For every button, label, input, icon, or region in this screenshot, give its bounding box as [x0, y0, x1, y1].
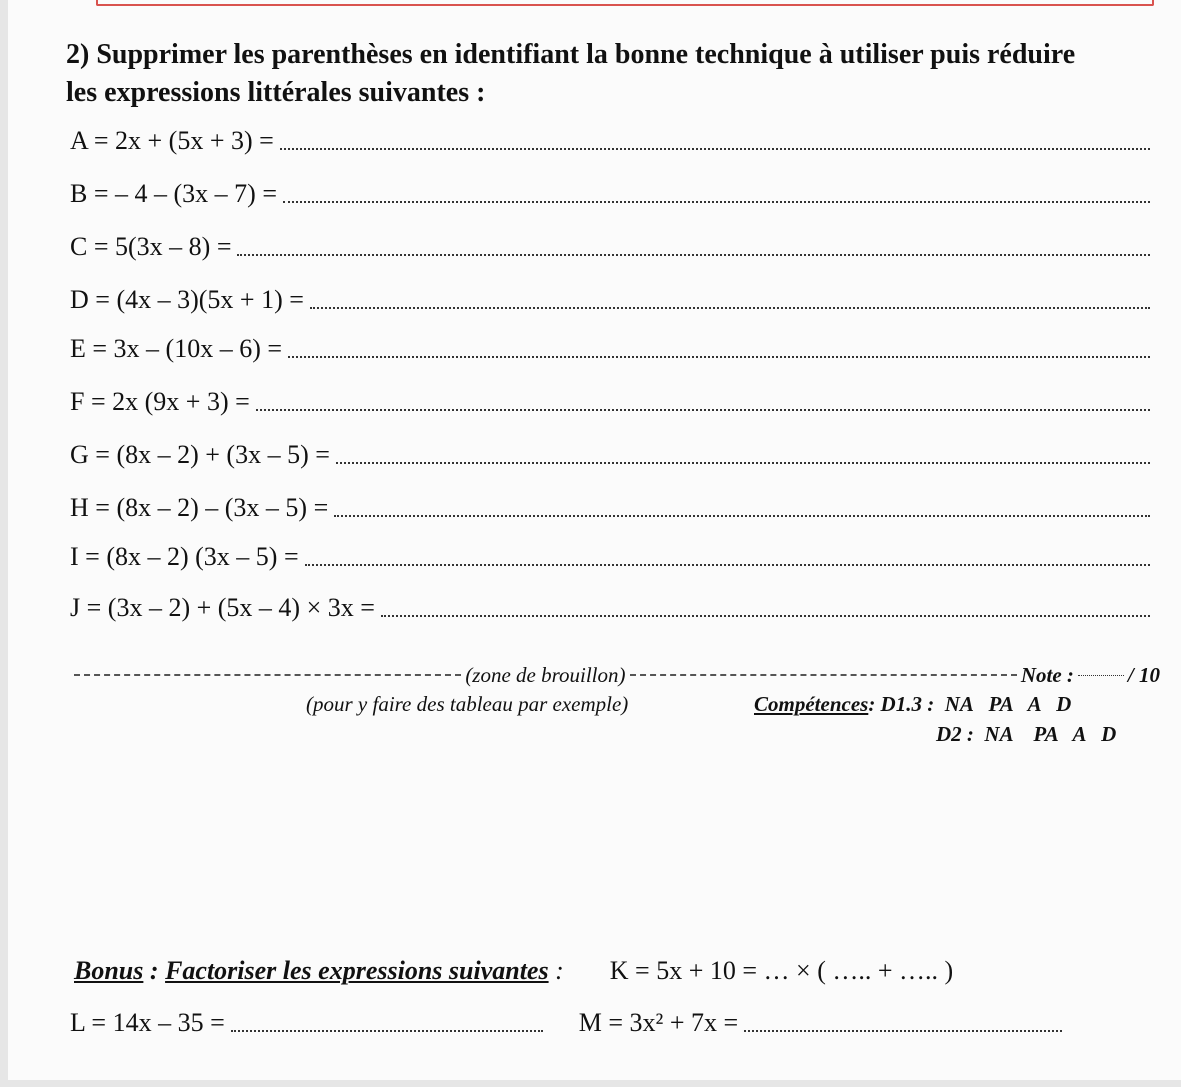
bonus-section — [74, 948, 1164, 986]
scratch-zone-label: (zone de brouillon) — [465, 662, 626, 687]
answer-line[interactable] — [256, 409, 1150, 411]
dashed-line-left — [74, 674, 461, 676]
exercise-instruction — [66, 36, 1166, 112]
expression-text: B = – 4 – (3x – 7) = — [70, 179, 277, 208]
bonus-expressions-row — [70, 1000, 1150, 1038]
expression-row-b — [70, 175, 1150, 209]
expression-row-g — [70, 436, 1150, 470]
note-score-blank[interactable] — [1078, 675, 1124, 676]
expression-text: E = 3x – (10x – 6) = — [70, 334, 283, 363]
answer-line[interactable] — [381, 615, 1150, 617]
answer-line-m[interactable] — [744, 1030, 1062, 1032]
bonus-expression-k: K = 5x + 10 = … × ( ….. + ….. ) — [609, 956, 954, 985]
answer-line[interactable] — [283, 201, 1150, 203]
answer-line[interactable] — [310, 307, 1150, 309]
answer-line[interactable] — [237, 254, 1150, 256]
bonus-colon: : — [143, 956, 166, 985]
bonus-colon-end: : — [548, 956, 564, 985]
bonus-label: Bonus — [74, 956, 144, 985]
answer-line[interactable] — [305, 564, 1150, 566]
bonus-expression-l: L = 14x – 35 = — [70, 1008, 225, 1037]
expression-row-f — [70, 383, 1150, 417]
worksheet-page — [8, 0, 1181, 1080]
competences-d2: D2 : NA PA A D — [936, 722, 1117, 746]
expression-row-e — [70, 330, 1150, 364]
expression-text: C = 5(3x – 8) = — [70, 232, 232, 261]
scratch-zone-divider — [70, 660, 1160, 690]
note-total: / 10 — [1127, 662, 1160, 687]
answer-line[interactable] — [280, 148, 1150, 150]
expression-text: J = (3x – 2) + (5x – 4) × 3x = — [70, 593, 375, 622]
expression-text: F = 2x (9x + 3) = — [70, 387, 250, 416]
expression-row-c — [70, 228, 1150, 262]
expression-text: D = (4x – 3)(5x + 1) = — [70, 285, 304, 314]
scratch-hint: (pour y faire des tableau par exemple) — [306, 692, 629, 716]
expression-text: A = 2x + (5x + 3) = — [70, 126, 274, 155]
expression-text: H = (8x – 2) – (3x – 5) = — [70, 493, 329, 522]
competences-line — [754, 692, 1071, 717]
answer-line[interactable] — [288, 356, 1150, 358]
expression-text: I = (8x – 2) (3x – 5) = — [70, 542, 299, 571]
expression-row-j — [70, 589, 1150, 623]
competences-label: Compétences — [754, 692, 869, 716]
bonus-instruction: Factoriser les expressions suivantes — [165, 956, 549, 985]
dashed-line-right — [630, 674, 1017, 676]
answer-line[interactable] — [334, 515, 1150, 517]
bonus-expression-m: M = 3x² + 7x = — [578, 1008, 739, 1037]
instruction-line-2: les expressions littérales suivantes : — [66, 77, 486, 108]
expression-row-d — [70, 281, 1150, 315]
expression-row-h — [70, 489, 1150, 523]
answer-line[interactable] — [336, 462, 1150, 464]
expression-row-i — [70, 538, 1150, 572]
expression-text: G = (8x – 2) + (3x – 5) = — [70, 440, 330, 469]
note-label: Note : — [1020, 662, 1074, 687]
expression-row-a — [70, 122, 1150, 156]
top-frame-border — [96, 0, 1154, 6]
competences-d13: : D1.3 : NA PA A D — [868, 692, 1072, 716]
instruction-line-1: 2) Supprimer les parenthèses en identifiant la bonne technique à utiliser puis réduire — [66, 39, 1076, 70]
answer-line-l[interactable] — [231, 1030, 543, 1032]
bonus-heading — [74, 956, 564, 986]
